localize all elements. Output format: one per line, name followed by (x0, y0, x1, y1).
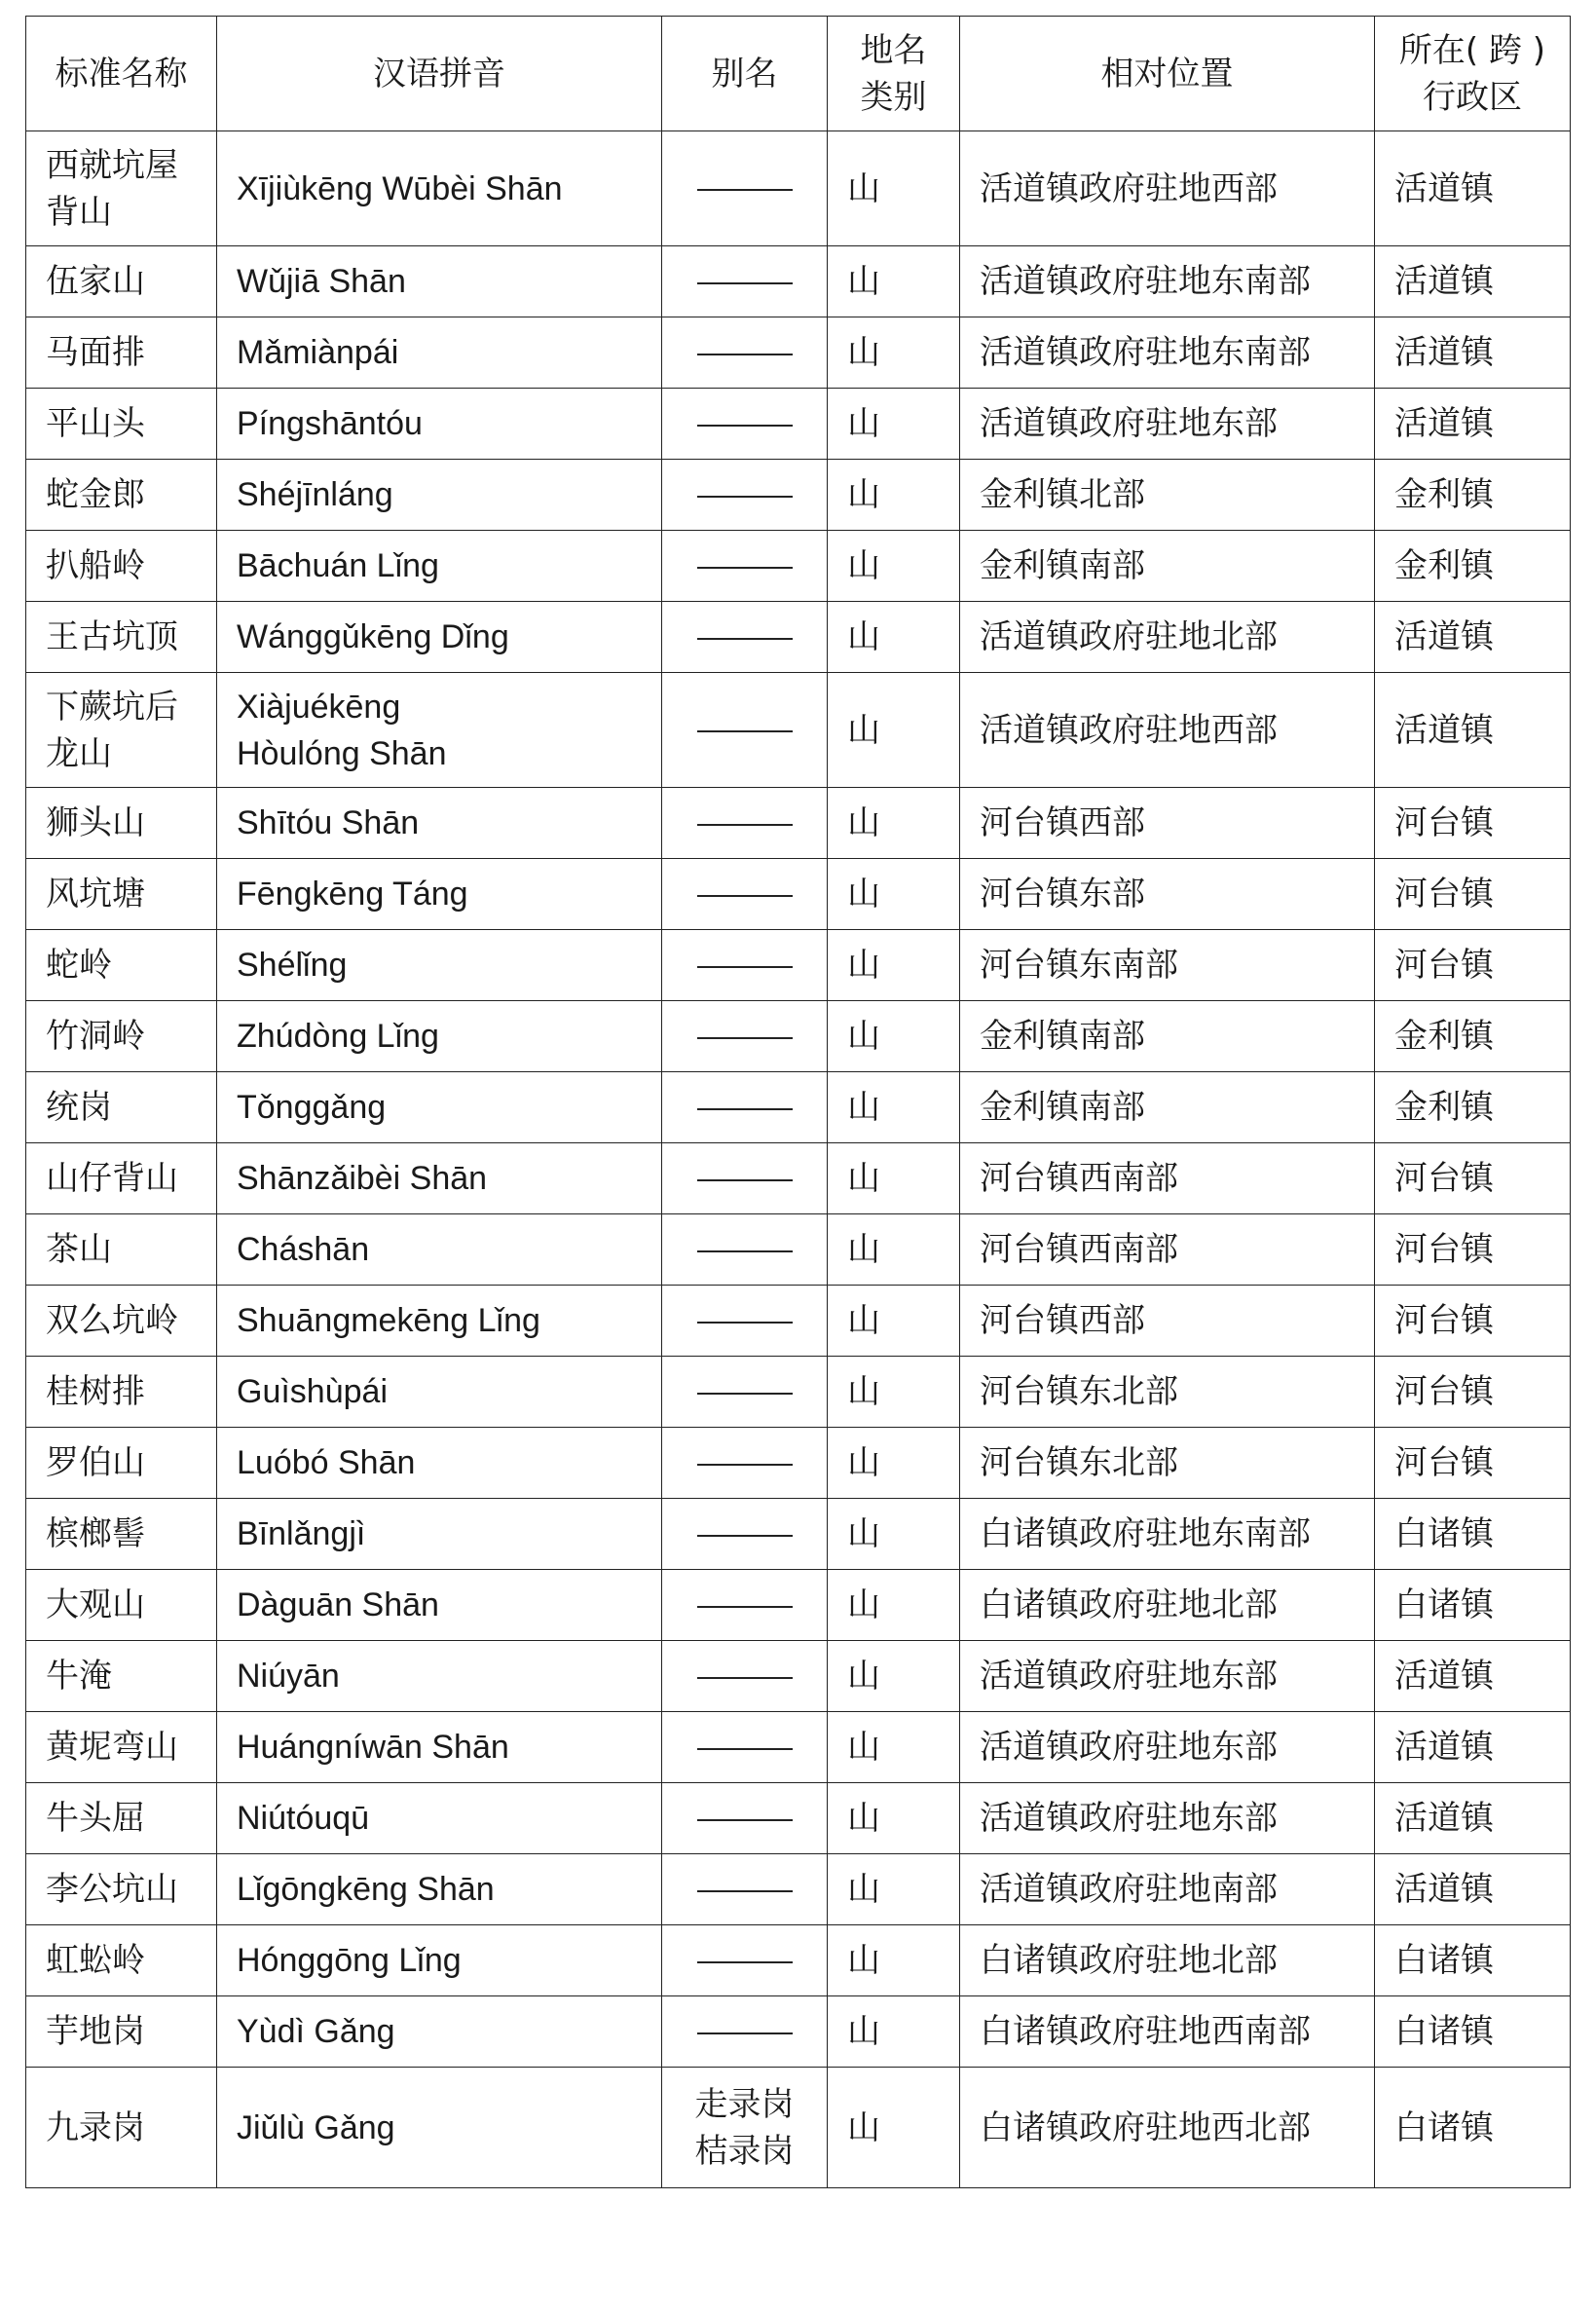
cell-admin-region: 金利镇 (1375, 531, 1571, 602)
cell-admin-region: 活道镇 (1375, 602, 1571, 673)
cell-alias (662, 1001, 828, 1072)
standard-name-text: 风坑塘 (46, 875, 145, 914)
table-header (26, 17, 1571, 131)
cell-alias (662, 1570, 828, 1641)
pinyin-text: Shélǐng (237, 947, 348, 984)
cell-standard-name (26, 1214, 217, 1286)
cell-alias (662, 131, 828, 246)
header-standard-name: 标准名称 (26, 17, 217, 131)
cell-alias (662, 602, 828, 673)
cell-location: 活道镇政府驻地东部 (960, 1641, 1375, 1712)
empty-dash (697, 966, 793, 968)
cell-alias (662, 389, 828, 460)
pinyin-text: Yùdì Gǎng (237, 2013, 395, 2050)
cell-admin-region: 河台镇 (1375, 930, 1571, 1001)
pinyin-text: Shuāngmekēng Lǐng (237, 1302, 540, 1339)
cell-admin-region: 白诸镇 (1375, 2068, 1571, 2188)
cell-location: 河台镇东北部 (960, 1357, 1375, 1428)
standard-name-text: 蛇岭 (46, 946, 112, 985)
standard-name-text: 牛头屈 (46, 1799, 145, 1838)
cell-standard-name (26, 930, 217, 1001)
pinyin-text: Hòulóng Shān (237, 734, 447, 772)
cell-standard-name (26, 1286, 217, 1357)
cell-alias (662, 673, 828, 788)
cell-alias (662, 2068, 828, 2188)
table-row (26, 131, 1571, 246)
standard-name-text: 九录岗 (46, 2107, 145, 2147)
empty-dash (697, 425, 793, 427)
standard-name-text: 西就坑屋 (46, 145, 178, 185)
standard-name-text: 茶山 (46, 1230, 112, 1269)
cell-location: 活道镇政府驻地北部 (960, 602, 1375, 673)
empty-dash (697, 638, 793, 640)
cell-alias (662, 1925, 828, 1996)
cell-admin-region: 活道镇 (1375, 1854, 1571, 1925)
table-row (26, 1214, 1571, 1286)
cell-admin-region: 河台镇 (1375, 788, 1571, 859)
place-name-table (25, 16, 1571, 2188)
cell-standard-name (26, 602, 217, 673)
cell-standard-name (26, 1143, 217, 1214)
pinyin-text: Píngshāntóu (237, 405, 423, 442)
empty-dash (697, 1890, 793, 1892)
empty-dash (697, 1250, 793, 1252)
cell-pinyin (217, 1143, 662, 1214)
empty-dash (697, 496, 793, 498)
cell-category: 山 (828, 131, 960, 246)
table-row (26, 930, 1571, 1001)
cell-location: 活道镇政府驻地东南部 (960, 246, 1375, 317)
header-admin-line: 所在( 跨 ) (1398, 30, 1546, 70)
cell-pinyin (217, 1712, 662, 1783)
cell-admin-region: 活道镇 (1375, 131, 1571, 246)
cell-standard-name (26, 1499, 217, 1570)
pinyin-text: Dàguān Shān (237, 1586, 439, 1623)
standard-name-text: 马面排 (46, 333, 145, 372)
alias-text: 桔录岗 (694, 2131, 795, 2171)
cell-standard-name (26, 460, 217, 531)
pinyin-text: Tǒnggǎng (237, 1089, 387, 1126)
cell-pinyin (217, 131, 662, 246)
cell-alias (662, 1143, 828, 1214)
cell-alias (662, 246, 828, 317)
empty-dash (697, 1108, 793, 1110)
cell-location: 金利镇南部 (960, 1072, 1375, 1143)
cell-location: 河台镇东北部 (960, 1428, 1375, 1499)
cell-admin-region: 活道镇 (1375, 317, 1571, 389)
cell-category: 山 (828, 2068, 960, 2188)
standard-name-text: 背山 (46, 192, 112, 232)
cell-standard-name (26, 1925, 217, 1996)
standard-name-text: 王古坑顶 (46, 617, 178, 656)
standard-name-text: 虹蚣岭 (46, 1941, 145, 1980)
pinyin-text: Luóbó Shān (237, 1444, 416, 1481)
cell-category: 山 (828, 1357, 960, 1428)
cell-standard-name (26, 1641, 217, 1712)
cell-category: 山 (828, 1854, 960, 1925)
cell-alias (662, 930, 828, 1001)
empty-dash (697, 1677, 793, 1679)
cell-category: 山 (828, 1428, 960, 1499)
empty-dash (697, 1393, 793, 1395)
empty-dash (697, 1322, 793, 1324)
pinyin-text: Shānzǎibèi Shān (237, 1160, 488, 1197)
cell-pinyin (217, 1286, 662, 1357)
cell-alias (662, 1072, 828, 1143)
cell-location: 金利镇南部 (960, 1001, 1375, 1072)
cell-category: 山 (828, 1996, 960, 2068)
cell-location: 河台镇东南部 (960, 930, 1375, 1001)
empty-dash (697, 282, 793, 284)
cell-standard-name (26, 1712, 217, 1783)
cell-standard-name (26, 531, 217, 602)
empty-dash (697, 1037, 793, 1039)
cell-standard-name (26, 246, 217, 317)
cell-alias (662, 859, 828, 930)
cell-location: 白诸镇政府驻地东南部 (960, 1499, 1375, 1570)
header-admin-region (1375, 17, 1571, 131)
table-row (26, 1783, 1571, 1854)
cell-location: 河台镇西部 (960, 1286, 1375, 1357)
empty-dash (697, 1179, 793, 1181)
cell-location: 金利镇南部 (960, 531, 1375, 602)
header-admin-line: 行政区 (1423, 77, 1522, 117)
cell-category: 山 (828, 1072, 960, 1143)
pinyin-text: Jiǔlù Gǎng (237, 2108, 395, 2146)
cell-standard-name (26, 1783, 217, 1854)
cell-pinyin (217, 673, 662, 788)
cell-location: 河台镇西南部 (960, 1214, 1375, 1286)
table-row (26, 1854, 1571, 1925)
header-location: 相对位置 (960, 17, 1375, 131)
table-row (26, 1712, 1571, 1783)
pinyin-text: Mǎmiànpái (237, 334, 399, 371)
cell-location: 活道镇政府驻地西部 (960, 673, 1375, 788)
table-row (26, 2068, 1571, 2188)
cell-category: 山 (828, 930, 960, 1001)
cell-standard-name (26, 1996, 217, 2068)
cell-alias (662, 1996, 828, 2068)
pinyin-text: Wánggǔkēng Dǐng (237, 618, 509, 655)
cell-admin-region: 白诸镇 (1375, 1570, 1571, 1641)
empty-dash (697, 354, 793, 355)
cell-admin-region: 活道镇 (1375, 1641, 1571, 1712)
cell-category: 山 (828, 1214, 960, 1286)
standard-name-text: 双么坑岭 (46, 1301, 178, 1340)
header-category-line: 类别 (860, 77, 927, 117)
cell-category: 山 (828, 1143, 960, 1214)
empty-dash (697, 1464, 793, 1466)
table-row (26, 602, 1571, 673)
table-row (26, 1072, 1571, 1143)
cell-standard-name (26, 317, 217, 389)
empty-dash (697, 567, 793, 569)
table-row (26, 1996, 1571, 2068)
table-row (26, 1001, 1571, 1072)
cell-admin-region: 活道镇 (1375, 389, 1571, 460)
cell-admin-region: 金利镇 (1375, 1072, 1571, 1143)
cell-category: 山 (828, 859, 960, 930)
cell-pinyin (217, 317, 662, 389)
cell-category: 山 (828, 317, 960, 389)
standard-name-text: 李公坑山 (46, 1870, 178, 1909)
cell-location: 河台镇西南部 (960, 1143, 1375, 1214)
cell-pinyin (217, 531, 662, 602)
cell-standard-name (26, 131, 217, 246)
cell-pinyin (217, 1499, 662, 1570)
cell-location: 活道镇政府驻地东部 (960, 1712, 1375, 1783)
standard-name-text: 统岗 (46, 1088, 112, 1127)
empty-dash (697, 895, 793, 897)
cell-category: 山 (828, 1641, 960, 1712)
empty-dash (697, 1606, 793, 1608)
cell-admin-region: 活道镇 (1375, 1783, 1571, 1854)
empty-dash (697, 730, 793, 732)
standard-name-text: 黄坭弯山 (46, 1728, 178, 1767)
cell-location: 活道镇政府驻地东南部 (960, 317, 1375, 389)
pinyin-text: Xījiùkēng Wūbèi Shān (237, 169, 563, 207)
pinyin-text: Niútóuqū (237, 1800, 370, 1837)
cell-pinyin (217, 1854, 662, 1925)
cell-admin-region: 河台镇 (1375, 1357, 1571, 1428)
cell-standard-name (26, 2068, 217, 2188)
cell-pinyin (217, 1570, 662, 1641)
table-row (26, 1143, 1571, 1214)
cell-standard-name (26, 1072, 217, 1143)
table-row (26, 531, 1571, 602)
cell-category: 山 (828, 788, 960, 859)
cell-pinyin (217, 859, 662, 930)
cell-category: 山 (828, 1499, 960, 1570)
cell-pinyin (217, 1428, 662, 1499)
table-row (26, 788, 1571, 859)
pinyin-text: Zhúdòng Lǐng (237, 1018, 439, 1055)
empty-dash (697, 1535, 793, 1537)
header-category-line: 地名 (860, 30, 927, 70)
cell-standard-name (26, 1001, 217, 1072)
cell-admin-region: 河台镇 (1375, 1143, 1571, 1214)
pinyin-text: Shītóu Shān (237, 804, 420, 841)
cell-admin-region: 河台镇 (1375, 859, 1571, 930)
cell-alias (662, 1712, 828, 1783)
cell-alias (662, 1286, 828, 1357)
cell-pinyin (217, 602, 662, 673)
header-pinyin: 汉语拼音 (217, 17, 662, 131)
pinyin-text: Hónggōng Lǐng (237, 1942, 462, 1979)
cell-category: 山 (828, 1925, 960, 1996)
table-row (26, 389, 1571, 460)
standard-name-text: 竹洞岭 (46, 1017, 145, 1056)
empty-dash (697, 189, 793, 191)
standard-name-text: 蛇金郎 (46, 475, 145, 514)
cell-location: 白诸镇政府驻地西南部 (960, 1996, 1375, 2068)
cell-category: 山 (828, 246, 960, 317)
standard-name-text: 牛淹 (46, 1657, 112, 1696)
cell-pinyin (217, 1783, 662, 1854)
cell-alias (662, 1214, 828, 1286)
empty-dash (697, 824, 793, 826)
cell-alias (662, 1428, 828, 1499)
cell-standard-name (26, 788, 217, 859)
cell-category: 山 (828, 1783, 960, 1854)
standard-name-text: 狮头山 (46, 803, 145, 842)
cell-admin-region: 活道镇 (1375, 673, 1571, 788)
cell-location: 白诸镇政府驻地西北部 (960, 2068, 1375, 2188)
cell-location: 活道镇政府驻地东部 (960, 1783, 1375, 1854)
cell-category: 山 (828, 673, 960, 788)
cell-category: 山 (828, 1001, 960, 1072)
cell-category: 山 (828, 531, 960, 602)
standard-name-text: 平山头 (46, 404, 145, 443)
pinyin-text: Guìshùpái (237, 1373, 388, 1410)
table-body (26, 131, 1571, 2188)
cell-alias (662, 460, 828, 531)
pinyin-text: Fēngkēng Táng (237, 876, 468, 913)
table-row (26, 1499, 1571, 1570)
table-row (26, 1428, 1571, 1499)
cell-standard-name (26, 1357, 217, 1428)
cell-location: 金利镇北部 (960, 460, 1375, 531)
cell-category: 山 (828, 460, 960, 531)
standard-name-text: 罗伯山 (46, 1443, 145, 1482)
alias-text: 走录岗 (694, 2084, 795, 2124)
standard-name-text: 下蕨坑后 (46, 687, 178, 727)
cell-category: 山 (828, 1712, 960, 1783)
standard-name-text: 山仔背山 (46, 1159, 178, 1198)
empty-dash (697, 1748, 793, 1750)
cell-pinyin (217, 1925, 662, 1996)
cell-pinyin (217, 788, 662, 859)
standard-name-text: 槟榔髻 (46, 1514, 145, 1553)
cell-category: 山 (828, 1286, 960, 1357)
cell-admin-region: 活道镇 (1375, 1712, 1571, 1783)
cell-pinyin (217, 1996, 662, 2068)
cell-location: 活道镇政府驻地南部 (960, 1854, 1375, 1925)
cell-pinyin (217, 1072, 662, 1143)
cell-admin-region: 金利镇 (1375, 460, 1571, 531)
pinyin-text: Cháshān (237, 1231, 370, 1268)
cell-standard-name (26, 673, 217, 788)
table-row (26, 317, 1571, 389)
pinyin-text: Bīnlǎngjì (237, 1515, 366, 1552)
cell-category: 山 (828, 389, 960, 460)
standard-name-text: 桂树排 (46, 1372, 145, 1411)
cell-admin-region: 白诸镇 (1375, 1925, 1571, 1996)
pinyin-text: Wǔjiā Shān (237, 263, 406, 300)
cell-admin-region: 活道镇 (1375, 246, 1571, 317)
cell-category: 山 (828, 1570, 960, 1641)
cell-pinyin (217, 389, 662, 460)
cell-pinyin (217, 1214, 662, 1286)
cell-alias (662, 1357, 828, 1428)
cell-admin-region: 河台镇 (1375, 1428, 1571, 1499)
cell-alias (662, 317, 828, 389)
standard-name-text: 大观山 (46, 1585, 145, 1624)
cell-alias (662, 788, 828, 859)
cell-alias (662, 1783, 828, 1854)
table-row (26, 1357, 1571, 1428)
cell-admin-region: 金利镇 (1375, 1001, 1571, 1072)
header-category (828, 17, 960, 131)
cell-standard-name (26, 1428, 217, 1499)
cell-pinyin (217, 1357, 662, 1428)
cell-pinyin (217, 246, 662, 317)
empty-dash (697, 1819, 793, 1821)
table-row (26, 1925, 1571, 1996)
cell-admin-region: 河台镇 (1375, 1286, 1571, 1357)
cell-location: 白诸镇政府驻地北部 (960, 1925, 1375, 1996)
table-row (26, 1286, 1571, 1357)
cell-pinyin (217, 1001, 662, 1072)
cell-alias (662, 1499, 828, 1570)
pinyin-text: Shéjīnláng (237, 476, 393, 513)
cell-pinyin (217, 460, 662, 531)
cell-standard-name (26, 389, 217, 460)
standard-name-text: 芋地岗 (46, 2012, 145, 2051)
table-row (26, 1570, 1571, 1641)
cell-category: 山 (828, 602, 960, 673)
cell-standard-name (26, 859, 217, 930)
pinyin-text: Xiàjuékēng (237, 688, 401, 726)
table-row (26, 859, 1571, 930)
pinyin-text: Huángníwān Shān (237, 1729, 509, 1766)
cell-location: 河台镇西部 (960, 788, 1375, 859)
cell-pinyin (217, 1641, 662, 1712)
cell-pinyin (217, 2068, 662, 2188)
standard-name-text: 龙山 (46, 733, 112, 773)
cell-standard-name (26, 1570, 217, 1641)
cell-admin-region: 河台镇 (1375, 1214, 1571, 1286)
pinyin-text: Niúyān (237, 1658, 340, 1695)
table-row (26, 246, 1571, 317)
cell-admin-region: 白诸镇 (1375, 1996, 1571, 2068)
standard-name-text: 伍家山 (46, 262, 145, 301)
cell-alias (662, 1641, 828, 1712)
cell-admin-region: 白诸镇 (1375, 1499, 1571, 1570)
cell-pinyin (217, 930, 662, 1001)
pinyin-text: Bāchuán Lǐng (237, 547, 439, 584)
cell-location: 活道镇政府驻地东部 (960, 389, 1375, 460)
header-alias: 别名 (662, 17, 828, 131)
pinyin-text: Lǐgōngkēng Shān (237, 1871, 495, 1908)
cell-location: 白诸镇政府驻地北部 (960, 1570, 1375, 1641)
cell-alias (662, 1854, 828, 1925)
empty-dash (697, 1961, 793, 1963)
table-row (26, 460, 1571, 531)
cell-standard-name (26, 1854, 217, 1925)
table-row (26, 673, 1571, 788)
cell-alias (662, 531, 828, 602)
standard-name-text: 扒船岭 (46, 546, 145, 585)
cell-location: 河台镇东部 (960, 859, 1375, 930)
table-row (26, 1641, 1571, 1712)
empty-dash (697, 2032, 793, 2034)
header-row (26, 17, 1571, 131)
cell-location: 活道镇政府驻地西部 (960, 131, 1375, 246)
